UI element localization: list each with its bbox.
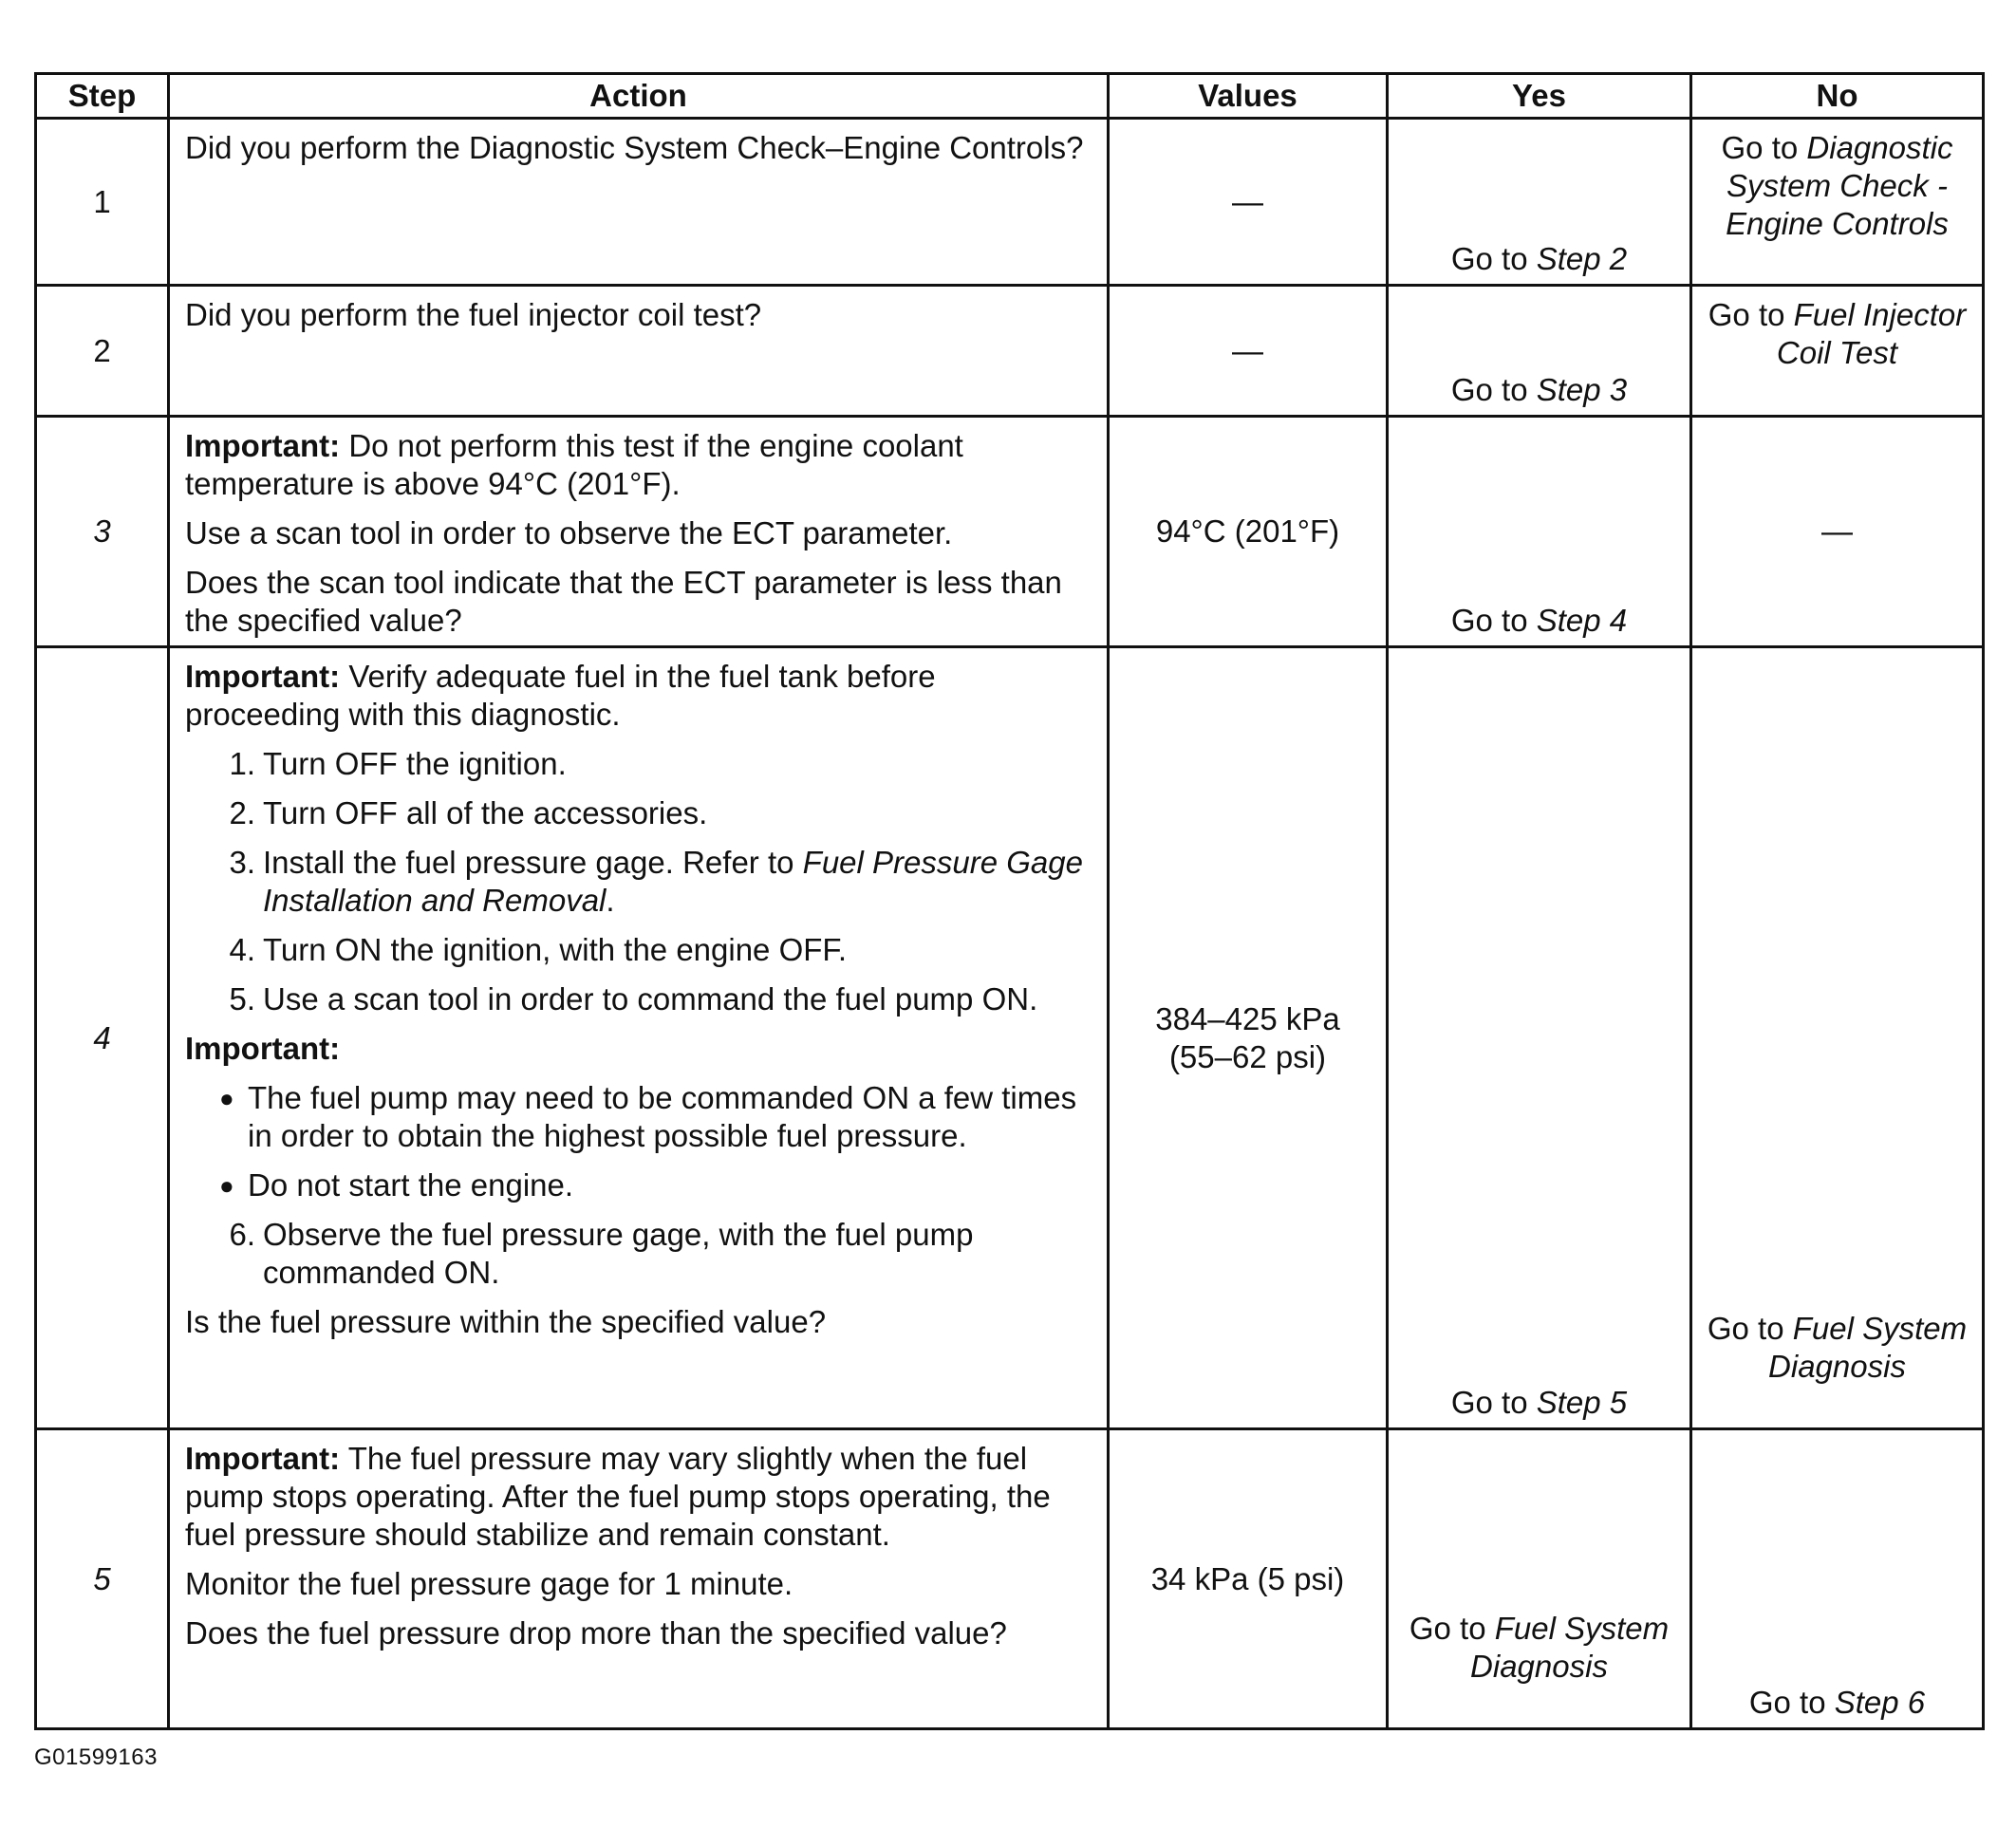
bullet-item (185, 1079, 1093, 1155)
table-header-row (36, 74, 1984, 119)
diagnostic-table (34, 72, 1985, 1730)
yes-prefix: Go to (1450, 372, 1537, 407)
yes-cell (1388, 417, 1691, 647)
yes-link[interactable]: Step 2 (1536, 241, 1628, 276)
table-row-step-4 (36, 647, 1984, 1429)
bullet-item (185, 1166, 1093, 1204)
important-label: Important: (185, 1441, 341, 1476)
list-item (185, 794, 1093, 832)
list-text: Turn ON the ignition, with the engine OFF. (263, 932, 848, 967)
no-prefix: Go to (1748, 1685, 1835, 1720)
important-text: Verify adequate fuel in the fuel tank before proceeding with this diagnostic. (185, 659, 936, 732)
list-text: Turn OFF the ignition. (263, 746, 567, 781)
step-number: 5 (36, 1429, 169, 1729)
yes-prefix: Go to (1450, 603, 1537, 638)
header-step: Step (36, 74, 169, 119)
list-item (185, 844, 1093, 920)
important-label: Important: (185, 428, 341, 463)
procedure-list-continued (185, 1216, 1093, 1292)
no-cell (1691, 1429, 1984, 1729)
bullet-list (185, 1079, 1093, 1204)
yes-prefix: Go to (1409, 1611, 1495, 1646)
yes-prefix: Go to (1450, 1385, 1537, 1420)
step-number: 1 (36, 119, 169, 286)
value-cell: — (1109, 286, 1388, 417)
procedure-link[interactable]: Fuel Pressure Gage Installation and Removal (263, 845, 1083, 918)
no-prefix: Go to (1707, 1311, 1793, 1346)
yes-cell (1388, 647, 1691, 1429)
list-text: Turn OFF all of the accessories. (263, 795, 708, 830)
step-number: 4 (36, 647, 169, 1429)
bullet-text: Do not start the engine. (248, 1167, 574, 1203)
list-text-end: . (606, 883, 615, 918)
bullet-icon: ● (219, 1084, 234, 1112)
yes-link[interactable]: Step 3 (1536, 372, 1628, 407)
yes-cell (1388, 119, 1691, 286)
no-cell: — (1691, 417, 1984, 647)
diagnostic-table-sheet (34, 72, 1985, 1730)
table-row-step-3 (36, 417, 1984, 647)
action-instruction: Monitor the fuel pressure gage for 1 minute. (185, 1566, 793, 1601)
list-item (185, 745, 1093, 783)
bullet-text: The fuel pump may need to be commanded ON a few times in order to obtain the highest possible fuel pressure. (248, 1080, 1077, 1153)
no-cell (1691, 119, 1984, 286)
header-yes: Yes (1388, 74, 1691, 119)
important-note (185, 658, 1093, 734)
important-label: Important: (185, 1031, 341, 1066)
yes-link[interactable]: Step 5 (1536, 1385, 1628, 1420)
list-item (185, 980, 1093, 1018)
value-cell (1109, 647, 1388, 1429)
value-line: 384–425 kPa (1155, 1000, 1340, 1036)
no-prefix: Go to (1708, 297, 1794, 332)
header-action: Action (169, 74, 1109, 119)
table-row-step-5 (36, 1429, 1984, 1729)
action-cell (169, 417, 1109, 647)
no-prefix: Go to (1721, 130, 1807, 165)
value-cell: — (1109, 119, 1388, 286)
list-number: 5. (229, 981, 255, 1017)
list-text: Observe the fuel pressure gage, with the fuel pump commanded ON. (263, 1217, 974, 1290)
list-text: Install the fuel pressure gage. Refer to (263, 845, 803, 880)
action-question: Does the fuel pressure drop more than the specified value? (185, 1615, 1007, 1651)
important-note (185, 1440, 1093, 1554)
list-number: 6. (229, 1217, 255, 1252)
step-number: 3 (36, 417, 169, 647)
no-link[interactable]: Step 6 (1834, 1685, 1926, 1720)
value-cell: 34 kPa (5 psi) (1109, 1429, 1388, 1729)
yes-link[interactable]: Step 4 (1536, 603, 1628, 638)
yes-link[interactable]: Fuel System Diagnosis (1470, 1611, 1670, 1684)
action-question: Does the scan tool indicate that the ECT parameter is less than the specified value? (185, 565, 1062, 638)
no-link[interactable]: Diagnostic System Check - Engine Controls (1726, 130, 1953, 241)
important-note (185, 427, 1093, 503)
yes-cell (1388, 1429, 1691, 1729)
action-cell (169, 119, 1109, 286)
no-link[interactable]: Fuel Injector Coil Test (1776, 297, 1967, 370)
value-cell: 94°C (201°F) (1109, 417, 1388, 647)
list-item (185, 931, 1093, 969)
action-question: Did you perform the Diagnostic System Check–Engine Controls? (185, 130, 1084, 165)
header-no: No (1691, 74, 1984, 119)
no-cell (1691, 286, 1984, 417)
action-cell (169, 1429, 1109, 1729)
important-text: Do not perform this test if the engine coolant temperature is above 94°C (201°F). (185, 428, 963, 501)
action-instruction: Use a scan tool in order to observe the ECT parameter. (185, 515, 953, 550)
list-number: 2. (229, 795, 255, 830)
bullet-icon: ● (219, 1171, 234, 1200)
action-cell (169, 286, 1109, 417)
no-cell (1691, 647, 1984, 1429)
important-text: The fuel pressure may vary slightly when the fuel pump stops operating. After the fuel pump stops operating, the fuel pressure should stabilize and remain constant. (185, 1441, 1051, 1552)
action-question: Is the fuel pressure within the specified value? (185, 1304, 827, 1339)
yes-prefix: Go to (1450, 241, 1537, 276)
value-line: (55–62 psi) (1168, 1038, 1327, 1074)
list-number: 3. (229, 845, 255, 880)
list-item (185, 1216, 1093, 1292)
table-row-step-2 (36, 286, 1984, 417)
no-link[interactable]: Fuel System Diagnosis (1768, 1311, 1968, 1384)
figure-id: G01599163 (34, 1744, 158, 1770)
table-row-step-1 (36, 119, 1984, 286)
action-question: Did you perform the fuel injector coil test? (185, 297, 762, 332)
important-label: Important: (185, 659, 341, 694)
yes-cell (1388, 286, 1691, 417)
procedure-list (185, 745, 1093, 1018)
step-number: 2 (36, 286, 169, 417)
action-cell (169, 647, 1109, 1429)
list-text: Use a scan tool in order to command the fuel pump ON. (263, 981, 1038, 1017)
list-number: 4. (229, 932, 255, 967)
header-values: Values (1109, 74, 1388, 119)
list-number: 1. (229, 746, 255, 781)
